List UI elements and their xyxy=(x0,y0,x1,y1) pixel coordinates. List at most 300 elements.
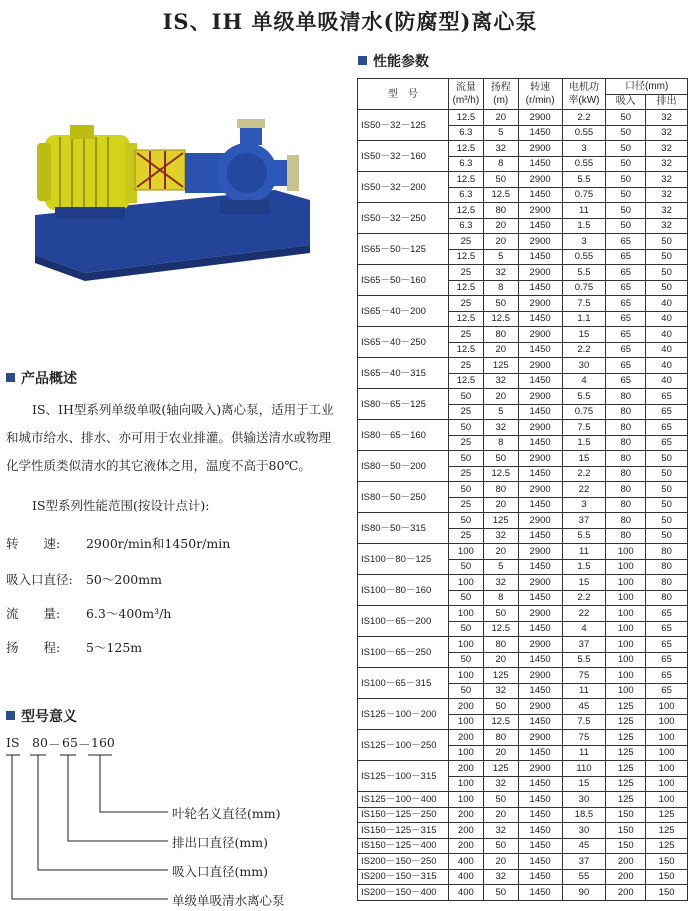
header-speed: 转速 (r/min) xyxy=(518,79,562,110)
model-cell: IS100－80－160 xyxy=(358,575,449,606)
value-cell: 12.5 xyxy=(448,280,483,296)
value-cell: 40 xyxy=(646,311,688,327)
value-cell: 2900 xyxy=(518,358,562,374)
value-cell: 2900 xyxy=(518,234,562,250)
value-cell: 2900 xyxy=(518,420,562,436)
value-cell: 30 xyxy=(562,358,606,374)
value-cell: 125 xyxy=(483,358,518,374)
table-row xyxy=(358,420,688,436)
value-cell: 12.5 xyxy=(448,249,483,265)
value-cell: 32 xyxy=(483,575,518,591)
value-cell: 50 xyxy=(646,280,688,296)
value-cell: 32 xyxy=(483,683,518,699)
table-row xyxy=(358,792,688,808)
value-cell: 100 xyxy=(646,761,688,777)
model-cell: IS65－50－125 xyxy=(358,234,449,265)
table-row xyxy=(358,730,688,746)
spec-flow xyxy=(6,604,171,622)
value-cell: 1450 xyxy=(518,187,562,203)
value-cell: 80 xyxy=(606,389,646,405)
value-cell: 25 xyxy=(448,358,483,374)
value-cell: 2.2 xyxy=(562,342,606,358)
header-discharge: 排出 xyxy=(646,94,688,110)
table-row xyxy=(358,141,688,157)
leader-lines xyxy=(0,735,350,911)
value-cell: 200 xyxy=(448,823,483,839)
value-cell: 65 xyxy=(606,280,646,296)
value-cell: 50 xyxy=(606,156,646,172)
label-discharge-diameter: 排出口直径(mm) xyxy=(172,835,268,850)
value-cell: 20 xyxy=(483,807,518,823)
value-cell: 2900 xyxy=(518,699,562,715)
value-cell: 80 xyxy=(606,404,646,420)
value-cell: 65 xyxy=(606,358,646,374)
value-cell: 100 xyxy=(606,559,646,575)
value-cell: 20 xyxy=(483,342,518,358)
value-cell: 0.75 xyxy=(562,280,606,296)
value-cell: 5.5 xyxy=(562,389,606,405)
value-cell: 100 xyxy=(448,606,483,622)
value-cell: 100 xyxy=(448,776,483,792)
value-cell: 1450 xyxy=(518,590,562,606)
value-cell: 100 xyxy=(646,792,688,808)
value-cell: 2900 xyxy=(518,389,562,405)
value-cell: 50 xyxy=(483,606,518,622)
value-cell: 5.5 xyxy=(562,528,606,544)
model-cell: IS65－40－200 xyxy=(358,296,449,327)
value-cell: 65 xyxy=(646,683,688,699)
value-cell: 12.5 xyxy=(448,172,483,188)
value-cell: 11 xyxy=(562,544,606,560)
value-cell: 22 xyxy=(562,606,606,622)
value-cell: 6.3 xyxy=(448,218,483,234)
value-cell: 40 xyxy=(646,373,688,389)
value-cell: 200 xyxy=(606,885,646,901)
table-row xyxy=(358,265,688,281)
value-cell: 4 xyxy=(562,621,606,637)
value-cell: 30 xyxy=(562,823,606,839)
value-cell: 40 xyxy=(646,342,688,358)
value-cell: 100 xyxy=(448,544,483,560)
value-cell: 3 xyxy=(562,497,606,513)
header-head: 扬程 (m) xyxy=(483,79,518,110)
value-cell: 32 xyxy=(646,218,688,234)
value-cell: 18.5 xyxy=(562,807,606,823)
value-cell: 100 xyxy=(606,652,646,668)
value-cell: 75 xyxy=(562,730,606,746)
spec-value: 6.3～400m³/h xyxy=(85,606,172,621)
value-cell: 80 xyxy=(483,482,518,498)
value-cell: 80 xyxy=(646,575,688,591)
model-cell: IS50－32－250 xyxy=(358,203,449,234)
code-part: 80 xyxy=(32,735,48,750)
label-pump-type: 单级单吸清水离心泵 xyxy=(172,893,285,908)
value-cell: 32 xyxy=(646,125,688,141)
value-cell: 50 xyxy=(606,141,646,157)
value-cell: 20 xyxy=(483,234,518,250)
value-cell: 65 xyxy=(606,373,646,389)
spec-label: 吸入口直径: xyxy=(6,572,73,587)
value-cell: 1450 xyxy=(518,714,562,730)
value-cell: 50 xyxy=(606,203,646,219)
value-cell: 2900 xyxy=(518,203,562,219)
value-cell: 20 xyxy=(483,110,518,126)
model-cell: IS50－32－160 xyxy=(358,141,449,172)
value-cell: 65 xyxy=(606,327,646,343)
value-cell: 65 xyxy=(606,296,646,312)
value-cell: 1450 xyxy=(518,342,562,358)
value-cell: 65 xyxy=(606,249,646,265)
code-part: 160 xyxy=(91,735,115,750)
value-cell: 22 xyxy=(562,482,606,498)
value-cell: 200 xyxy=(448,699,483,715)
value-cell: 50 xyxy=(646,265,688,281)
value-cell: 50 xyxy=(483,838,518,854)
pump-illustration xyxy=(25,95,315,285)
value-cell: 5 xyxy=(483,249,518,265)
value-cell: 1450 xyxy=(518,466,562,482)
value-cell: 2900 xyxy=(518,668,562,684)
table-row xyxy=(358,482,688,498)
value-cell: 2900 xyxy=(518,730,562,746)
value-cell: 25 xyxy=(448,528,483,544)
value-cell: 125 xyxy=(606,714,646,730)
value-cell: 50 xyxy=(448,652,483,668)
value-cell: 2900 xyxy=(518,451,562,467)
value-cell: 100 xyxy=(646,699,688,715)
model-cell: IS100－65－200 xyxy=(358,606,449,637)
table-row xyxy=(358,854,688,870)
value-cell: 2900 xyxy=(518,482,562,498)
value-cell: 6.3 xyxy=(448,125,483,141)
table-row xyxy=(358,513,688,529)
value-cell: 100 xyxy=(646,714,688,730)
value-cell: 150 xyxy=(606,807,646,823)
model-cell: IS100－65－315 xyxy=(358,668,449,699)
value-cell: 1450 xyxy=(518,838,562,854)
value-cell: 65 xyxy=(646,668,688,684)
table-row xyxy=(358,807,688,823)
value-cell: 1450 xyxy=(518,854,562,870)
spec-label: 流 量: xyxy=(6,606,61,621)
value-cell: 1450 xyxy=(518,311,562,327)
value-cell: 80 xyxy=(483,203,518,219)
value-cell: 37 xyxy=(562,854,606,870)
spec-head xyxy=(6,638,142,656)
value-cell: 12.5 xyxy=(448,373,483,389)
value-cell: 100 xyxy=(646,745,688,761)
value-cell: 1450 xyxy=(518,497,562,513)
value-cell: 80 xyxy=(606,451,646,467)
value-cell: 65 xyxy=(646,420,688,436)
section-marker-icon xyxy=(6,373,15,382)
value-cell: 1450 xyxy=(518,125,562,141)
value-cell: 32 xyxy=(483,869,518,885)
model-cell: IS65－40－250 xyxy=(358,327,449,358)
value-cell: 125 xyxy=(606,761,646,777)
value-cell: 80 xyxy=(483,730,518,746)
value-cell: 5.5 xyxy=(562,172,606,188)
value-cell: 1450 xyxy=(518,156,562,172)
value-cell: 200 xyxy=(606,854,646,870)
spec-value: 5～125m xyxy=(85,640,143,655)
table-row xyxy=(358,203,688,219)
value-cell: 100 xyxy=(606,621,646,637)
value-cell: 100 xyxy=(606,590,646,606)
value-cell: 32 xyxy=(646,187,688,203)
table-row xyxy=(358,838,688,854)
value-cell: 100 xyxy=(448,575,483,591)
spec-value: 2900r/min和1450r/min xyxy=(85,536,231,551)
table-row xyxy=(358,606,688,622)
value-cell: 50 xyxy=(646,466,688,482)
value-cell: 40 xyxy=(646,358,688,374)
value-cell: 65 xyxy=(646,435,688,451)
value-cell: 110 xyxy=(562,761,606,777)
value-cell: 80 xyxy=(483,327,518,343)
value-cell: 2900 xyxy=(518,327,562,343)
table-row xyxy=(358,110,688,126)
value-cell: 2900 xyxy=(518,172,562,188)
value-cell: 400 xyxy=(448,854,483,870)
value-cell: 75 xyxy=(562,668,606,684)
value-cell: 8 xyxy=(483,280,518,296)
value-cell: 1450 xyxy=(518,683,562,699)
value-cell: 125 xyxy=(606,699,646,715)
value-cell: 125 xyxy=(483,513,518,529)
overview-paragraph: IS、IH型系列单级单吸(轴向吸入)离心泵，适用于工业和城市给水、排水、亦可用于农业排灌。供输送清水或物理化学性质类似清水的其它液体之用，温度不高于80℃。 xyxy=(6,402,334,473)
spec-value: 50～200mm xyxy=(85,572,162,587)
value-cell: 50 xyxy=(606,172,646,188)
value-cell: 1.5 xyxy=(562,559,606,575)
page-title: IS、IH 单级单吸清水(防腐型)离心泵 xyxy=(162,9,538,34)
value-cell: 50 xyxy=(646,451,688,467)
value-cell: 25 xyxy=(448,404,483,420)
value-cell: 0.55 xyxy=(562,125,606,141)
value-cell: 2900 xyxy=(518,575,562,591)
value-cell: 2.2 xyxy=(562,466,606,482)
value-cell: 125 xyxy=(606,792,646,808)
value-cell: 50 xyxy=(483,451,518,467)
value-cell: 12.5 xyxy=(448,311,483,327)
table-row xyxy=(358,761,688,777)
value-cell: 7.5 xyxy=(562,296,606,312)
value-cell: 8 xyxy=(483,156,518,172)
value-cell: 3 xyxy=(562,141,606,157)
value-cell: 50 xyxy=(483,296,518,312)
value-cell: 100 xyxy=(448,745,483,761)
value-cell: 50 xyxy=(646,513,688,529)
value-cell: 50 xyxy=(448,451,483,467)
value-cell: 65 xyxy=(606,311,646,327)
value-cell: 400 xyxy=(448,885,483,901)
value-cell: 2900 xyxy=(518,141,562,157)
value-cell: 1.5 xyxy=(562,218,606,234)
value-cell: 32 xyxy=(483,141,518,157)
value-cell: 2900 xyxy=(518,637,562,653)
model-cell: IS100－80－125 xyxy=(358,544,449,575)
value-cell: 50 xyxy=(646,234,688,250)
value-cell: 125 xyxy=(646,823,688,839)
value-cell: 100 xyxy=(646,776,688,792)
value-cell: 5.5 xyxy=(562,652,606,668)
value-cell: 20 xyxy=(483,652,518,668)
value-cell: 80 xyxy=(606,420,646,436)
value-cell: 12.5 xyxy=(448,342,483,358)
spec-speed xyxy=(6,534,230,552)
value-cell: 1450 xyxy=(518,745,562,761)
model-cell: IS65－40－315 xyxy=(358,358,449,389)
value-cell: 50 xyxy=(448,559,483,575)
model-cell: IS150－125－315 xyxy=(358,823,449,839)
value-cell: 45 xyxy=(562,838,606,854)
value-cell: 32 xyxy=(483,265,518,281)
value-cell: 150 xyxy=(646,885,688,901)
model-cell: IS150－125－400 xyxy=(358,838,449,854)
value-cell: 20 xyxy=(483,497,518,513)
value-cell: 65 xyxy=(646,606,688,622)
value-cell: 125 xyxy=(646,807,688,823)
value-cell: 1450 xyxy=(518,435,562,451)
value-cell: 1450 xyxy=(518,280,562,296)
table-row xyxy=(358,668,688,684)
performance-heading: 性能参数 xyxy=(358,51,429,71)
performance-table-body xyxy=(358,110,688,901)
code-part: － xyxy=(78,737,91,752)
value-cell: 80 xyxy=(606,497,646,513)
value-cell: 1450 xyxy=(518,373,562,389)
value-cell: 32 xyxy=(483,823,518,839)
model-cell: IS150－125－250 xyxy=(358,807,449,823)
value-cell: 1450 xyxy=(518,885,562,901)
model-cell: IS125－100－250 xyxy=(358,730,449,761)
value-cell: 100 xyxy=(606,544,646,560)
value-cell: 80 xyxy=(646,559,688,575)
value-cell: 30 xyxy=(562,792,606,808)
value-cell: 100 xyxy=(448,792,483,808)
value-cell: 20 xyxy=(483,389,518,405)
value-cell: 80 xyxy=(606,513,646,529)
value-cell: 32 xyxy=(483,420,518,436)
value-cell: 6.3 xyxy=(448,156,483,172)
header-suction: 吸入 xyxy=(606,94,646,110)
value-cell: 5.5 xyxy=(562,265,606,281)
value-cell: 50 xyxy=(483,792,518,808)
value-cell: 50 xyxy=(606,110,646,126)
value-cell: 5 xyxy=(483,559,518,575)
value-cell: 12.5 xyxy=(448,203,483,219)
model-meaning-heading: 型号意义 xyxy=(6,706,77,726)
model-cell: IS125－100－400 xyxy=(358,792,449,808)
value-cell: 90 xyxy=(562,885,606,901)
value-cell: 200 xyxy=(606,869,646,885)
value-cell: 20 xyxy=(483,218,518,234)
model-cell: IS80－50－315 xyxy=(358,513,449,544)
value-cell: 32 xyxy=(483,528,518,544)
value-cell: 50 xyxy=(646,482,688,498)
value-cell: 200 xyxy=(448,838,483,854)
value-cell: 2900 xyxy=(518,761,562,777)
value-cell: 32 xyxy=(646,110,688,126)
value-cell: 3 xyxy=(562,234,606,250)
value-cell: 25 xyxy=(448,265,483,281)
table-row xyxy=(358,327,688,343)
value-cell: 65 xyxy=(646,404,688,420)
value-cell: 100 xyxy=(448,714,483,730)
value-cell: 1450 xyxy=(518,776,562,792)
table-row xyxy=(358,451,688,467)
value-cell: 125 xyxy=(606,776,646,792)
value-cell: 400 xyxy=(448,869,483,885)
model-cell: IS80－65－125 xyxy=(358,389,449,420)
value-cell: 1450 xyxy=(518,652,562,668)
value-cell: 8 xyxy=(483,435,518,451)
value-cell: 50 xyxy=(483,699,518,715)
value-cell: 8 xyxy=(483,590,518,606)
value-cell: 80 xyxy=(606,528,646,544)
table-row xyxy=(358,699,688,715)
value-cell: 100 xyxy=(606,668,646,684)
value-cell: 15 xyxy=(562,776,606,792)
value-cell: 80 xyxy=(606,466,646,482)
value-cell: 50 xyxy=(448,590,483,606)
value-cell: 50 xyxy=(448,420,483,436)
value-cell: 100 xyxy=(606,575,646,591)
value-cell: 32 xyxy=(483,776,518,792)
value-cell: 1450 xyxy=(518,218,562,234)
model-cell: IS50－32－125 xyxy=(358,110,449,141)
code-part: 65 xyxy=(62,735,78,750)
value-cell: 15 xyxy=(562,327,606,343)
model-cell: IS200－150－315 xyxy=(358,869,449,885)
value-cell: 37 xyxy=(562,637,606,653)
value-cell: 125 xyxy=(483,668,518,684)
value-cell: 2.2 xyxy=(562,590,606,606)
value-cell: 32 xyxy=(646,203,688,219)
value-cell: 50 xyxy=(606,125,646,141)
value-cell: 150 xyxy=(646,854,688,870)
value-cell: 7.5 xyxy=(562,714,606,730)
value-cell: 50 xyxy=(448,513,483,529)
table-row xyxy=(358,172,688,188)
value-cell: 0.55 xyxy=(562,156,606,172)
table-row xyxy=(358,869,688,885)
value-cell: 25 xyxy=(448,296,483,312)
value-cell: 12.5 xyxy=(483,187,518,203)
value-cell: 25 xyxy=(448,466,483,482)
value-cell: 125 xyxy=(606,745,646,761)
section-marker-icon xyxy=(358,56,367,65)
value-cell: 150 xyxy=(606,838,646,854)
header-model: 型 号 xyxy=(358,79,449,110)
model-code-diagram xyxy=(0,735,350,911)
value-cell: 32 xyxy=(483,373,518,389)
model-cell: IS80－50－200 xyxy=(358,451,449,482)
table-row xyxy=(358,637,688,653)
value-cell: 1450 xyxy=(518,404,562,420)
header-power: 电机功 率(kW) xyxy=(562,79,606,110)
label-impeller-diameter: 叶轮名义直径(mm) xyxy=(172,806,281,821)
model-cell: IS125－100－315 xyxy=(358,761,449,792)
value-cell: 1450 xyxy=(518,823,562,839)
value-cell: 65 xyxy=(646,652,688,668)
value-cell: 2900 xyxy=(518,110,562,126)
value-cell: 100 xyxy=(448,668,483,684)
value-cell: 25 xyxy=(448,435,483,451)
value-cell: 0.55 xyxy=(562,249,606,265)
table-row xyxy=(358,389,688,405)
value-cell: 1450 xyxy=(518,559,562,575)
